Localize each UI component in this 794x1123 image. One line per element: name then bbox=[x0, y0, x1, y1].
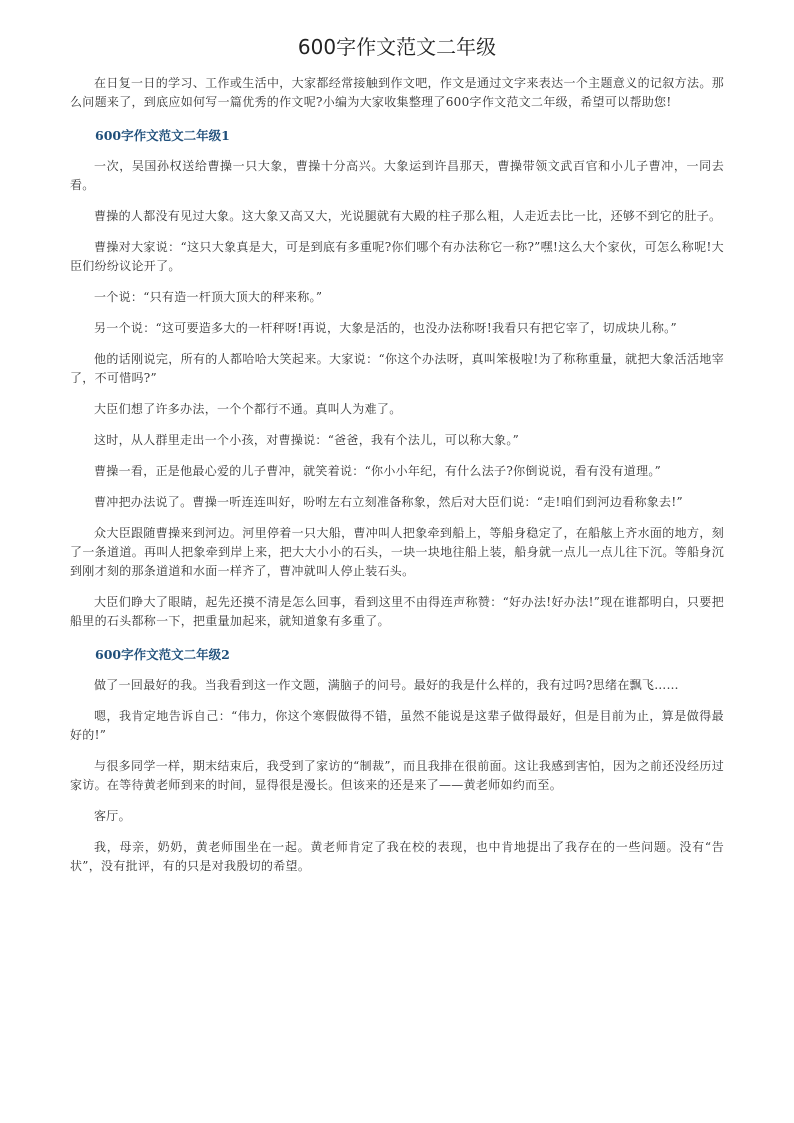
paragraph: 客厅。 bbox=[94, 809, 131, 823]
paragraph: 我，母亲，奶奶，黄老师围坐在一起。黄老师肯定了我在校的表现，也中肯地提出了我存在的一些问题。没有“告状”，没有批评，有的只是对我殷切的希望。 bbox=[70, 840, 724, 873]
paragraph: 大臣们睁大了眼睛，起先还摸不清是怎么回事，看到这里不由得连声称赞：“好办法!好办法!”现在谁都明白，只要把船里的石头都称一下，把重量加起来，就知道象有多重了。 bbox=[70, 595, 724, 628]
paragraph: 一次，吴国孙权送给曹操一只大象，曹操十分高兴。大象运到许昌那天，曹操带领文武百官和小儿子曹冲，一同去看。 bbox=[70, 159, 724, 192]
paragraph: 他的话刚说完，所有的人都哈哈大笑起来。大家说：“你这个办法呀，真叫笨极啦!为了称称重量，就把大象活活地宰了，不可惜吗?” bbox=[70, 352, 724, 385]
paragraph: 大臣们想了许多办法，一个个都行不通。真叫人为难了。 bbox=[94, 402, 402, 416]
paragraph: 做了一回最好的我。当我看到这一作文题，满脑子的问号。最好的我是什么样的，我有过吗?思绪在飘飞…… bbox=[94, 678, 679, 692]
paragraph: 曹冲把办法说了。曹操一听连连叫好，吩咐左右立刻准备称象，然后对大臣们说：“走!咱们到河边看称象去!” bbox=[94, 495, 683, 509]
intro-paragraph: 在日复一日的学习、工作或生活中，大家都经常接触到作文吧，作文是通过文字来表达一个主题意义的记叙方法。那么问题来了，到底应如何写一篇优秀的作文呢?小编为大家收集整理了600字作文范文二年级，希望可以帮助您! bbox=[70, 76, 724, 109]
section-1-heading: 600字作文范文二年级1 bbox=[95, 128, 230, 143]
paragraph: 这时，从人群里走出一个小孩，对曹操说：“爸爸，我有个法儿，可以称大象。” bbox=[94, 433, 520, 447]
paragraph: 曹操对大家说：“这只大象真是大，可是到底有多重呢?你们哪个有办法称它一称?”嘿!这么大个家伙，可怎么称呢!大臣们纷纷议论开了。 bbox=[70, 240, 724, 273]
paragraph: 一个说：“只有造一杆顶大顶大的秤来称。” bbox=[94, 290, 323, 304]
paragraph: 嗯，我肯定地告诉自己：“伟力，你这个寒假做得不错，虽然不能说是这辈子做得最好，但是目前为止，算是做得最好的!” bbox=[70, 709, 724, 742]
paragraph: 众大臣跟随曹操来到河边。河里停着一只大船，曹冲叫人把象牵到船上，等船身稳定了，在船舷上齐水面的地方，刻了一条道道。再叫人把象牵到岸上来，把大大小小的石头，一块一块地往船上装，船身就一点儿一点儿往下沉。等船身沉到刚才刻的那条道道和水面一样齐了，曹冲就叫人停止装石头。 bbox=[70, 526, 724, 578]
document-title: 600字作文范文二年级 bbox=[297, 35, 497, 59]
paragraph: 另一个说：“这可要造多大的一杆秤呀!再说，大象是活的，也没办法称呀!我看只有把它宰了，切成块儿称。” bbox=[94, 321, 677, 335]
paragraph: 曹操一看，正是他最心爱的儿子曹冲，就笑着说：“你小小年纪，有什么法子?你倒说说，看有没有道理。” bbox=[94, 464, 662, 478]
paragraph: 曹操的人都没有见过大象。这大象又高又大，光说腿就有大殿的柱子那么粗，人走近去比一比，还够不到它的肚子。 bbox=[94, 209, 722, 223]
paragraph: 与很多同学一样，期末结束后，我受到了家访的“制裁”，而且我排在很前面。这让我感到害怕，因为之前还没经历过家访。在等待黄老师到来的时间，显得很是漫长。但该来的还是来了——黄老师如约而至。 bbox=[70, 759, 724, 792]
section-2-heading: 600字作文范文二年级2 bbox=[95, 647, 230, 662]
